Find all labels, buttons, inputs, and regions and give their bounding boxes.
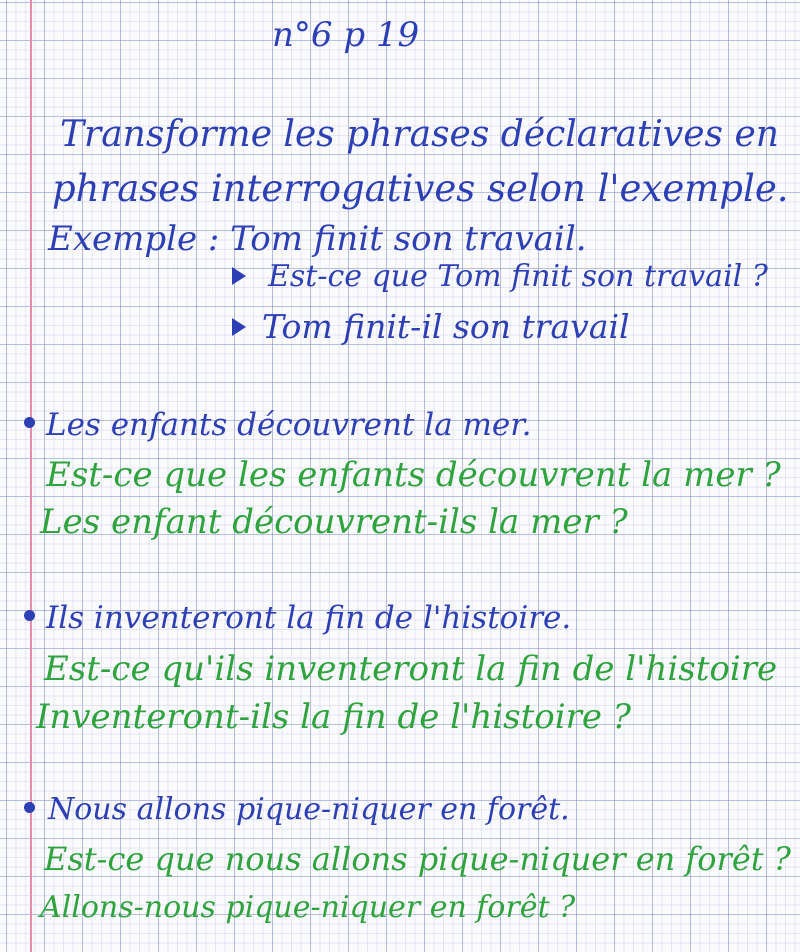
- example-line: Exemple : Tom finit son travail.: [48, 219, 587, 259]
- exercise-1-question-2: Les enfant découvrent-ils la mer ?: [40, 502, 628, 542]
- instruction-line-1: Transforme les phrases déclaratives en: [60, 114, 779, 155]
- example-question-2: Tom finit-il son travail: [262, 307, 630, 346]
- exercise-1-statement: Les enfants découvrent la mer.: [46, 407, 532, 443]
- exercise-reference: n°6 p 19: [272, 15, 420, 55]
- exercise-3-question-2: Allons-nous pique-niquer en forêt ?: [40, 890, 576, 925]
- arrow-icon: [232, 267, 246, 285]
- example-question-1: Est-ce que Tom finit son travail ?: [268, 259, 768, 294]
- exercise-1-question-1: Est-ce que les enfants découvrent la mer ?: [46, 455, 781, 495]
- instruction-line-2: phrases interrogatives selon l'exemple.: [52, 167, 789, 210]
- bullet-icon: [24, 417, 35, 428]
- exercise-2-question-1: Est-ce qu'ils inventeront la fin de l'histoire: [44, 649, 778, 689]
- exercise-2-statement: Ils inventeront la fin de l'histoire.: [46, 600, 572, 636]
- exercise-3-statement: Nous allons pique-niquer en forêt.: [48, 792, 570, 827]
- exercise-2-question-2: Inventeront-ils la fin de l'histoire ?: [36, 697, 631, 737]
- bullet-icon: [24, 802, 35, 813]
- bullet-icon: [24, 610, 35, 621]
- arrow-icon: [232, 318, 246, 336]
- exercise-3-question-1: Est-ce que nous allons pique-niquer en forêt ?: [44, 840, 791, 878]
